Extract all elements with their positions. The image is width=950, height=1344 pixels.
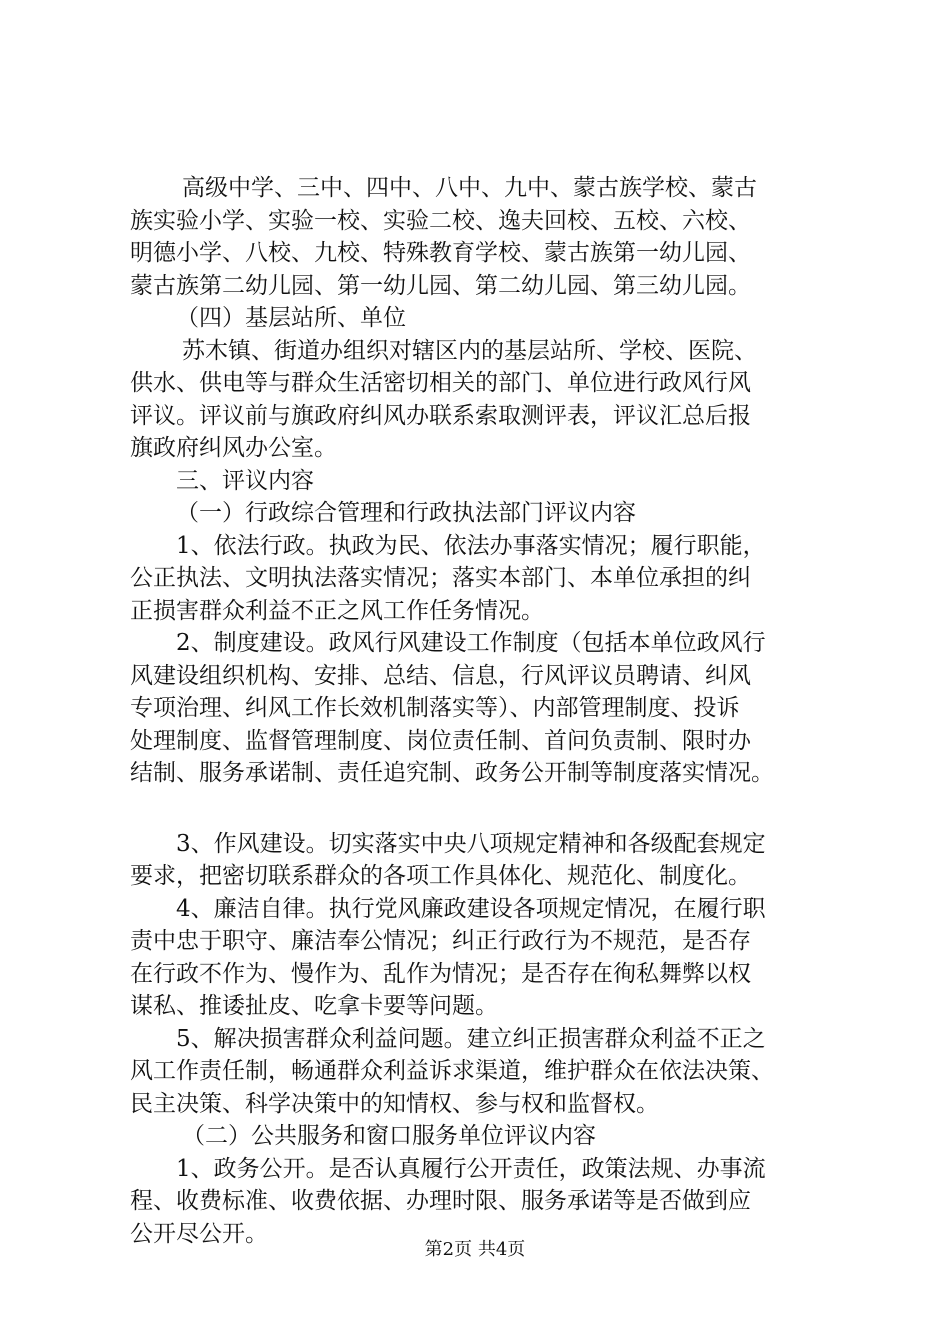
- subsection-heading: （二）公共服务和窗口服务单位评议内容: [182, 1123, 596, 1149]
- body-line: 公开尽公开。: [130, 1220, 268, 1247]
- body-line: 风工作责任制，畅通群众利益诉求渠道，维护群众在依法决策、: [130, 1058, 774, 1084]
- body-line: 结制、服务承诺制、责任追究制、政务公开制等制度落实情况。: [130, 760, 774, 786]
- body-line: 5、解决损害群众利益问题。建立纠正损害群众利益不正之: [176, 1025, 766, 1052]
- body-line: 明德小学、八校、九校、特殊教育学校、蒙古族第一幼儿园、: [130, 240, 751, 266]
- body-line: 旗政府纠风办公室。: [130, 435, 337, 461]
- section-heading: （四）基层站所、单位: [176, 305, 406, 331]
- body-line: 风建设组织机构、安排、总结、信息，行风评议员聘请、纠风: [130, 662, 751, 689]
- body-line: 谋私、推诿扯皮、吃拿卡要等问题。: [130, 993, 498, 1019]
- document-body: [130, 172, 830, 1250]
- body-line: 族实验小学、实验一校、实验二校、逸夫回校、五校、六校、: [130, 207, 751, 234]
- body-line: 责中忠于职守、廉洁奉公情况；纠正行政行为不规范，是否存: [130, 928, 751, 954]
- page-footer: 第2页 共4页: [424, 1239, 526, 1260]
- body-line: 2、制度建设。政风行风建设工作制度（包括本单位政风行: [176, 630, 766, 656]
- body-line: 供水、供电等与群众生活密切相关的部门、单位进行政风行风: [130, 370, 751, 396]
- body-line: 处理制度、监督管理制度、岗位责任制、首问负责制、限时办: [130, 727, 751, 754]
- section-heading: 三、评议内容: [176, 467, 314, 494]
- body-line: 民主决策、科学决策中的知情权、参与权和监督权。: [130, 1090, 659, 1117]
- body-line: 评议。评议前与旗政府纠风办联系索取测评表，评议汇总后报: [130, 402, 751, 429]
- body-line: 苏木镇、街道办组织对辖区内的基层站所、学校、医院、: [182, 337, 757, 364]
- body-line: 程、收费标准、收费依据、办理时限、服务承诺等是否做到应: [130, 1188, 751, 1214]
- body-line: 要求，把密切联系群众的各项工作具体化、规范化、制度化。: [130, 863, 751, 889]
- body-line: 高级中学、三中、四中、八中、九中、蒙古族学校、蒙古: [182, 175, 757, 201]
- body-line: 在行政不作为、慢作为、乱作为情况；是否存在徇私舞弊以权: [130, 960, 751, 987]
- body-line: 公正执法、文明执法落实情况；落实本部门、本单位承担的纠: [130, 565, 751, 591]
- body-line: 1、依法行政。执政为民、依法办事落实情况；履行职能，: [176, 532, 766, 559]
- subsection-heading: （一）行政综合管理和行政执法部门评议内容: [176, 500, 636, 526]
- paragraph-gap: [130, 790, 830, 828]
- body-line: 3、作风建设。切实落实中央八项规定精神和各级配套规定: [176, 830, 766, 857]
- body-line: 蒙古族第二幼儿园、第一幼儿园、第二幼儿园、第三幼儿园。: [130, 272, 751, 299]
- body-line: 1、政务公开。是否认真履行公开责任，政策法规、办事流: [176, 1155, 766, 1182]
- body-line: 专项治理、纠风工作长效机制落实等）、内部管理制度、投诉: [130, 695, 740, 721]
- body-line: 正损害群众利益不正之风工作任务情况。: [130, 597, 544, 624]
- body-line: 4、廉洁自律。执行党风廉政建设各项规定情况，在履行职: [176, 895, 766, 922]
